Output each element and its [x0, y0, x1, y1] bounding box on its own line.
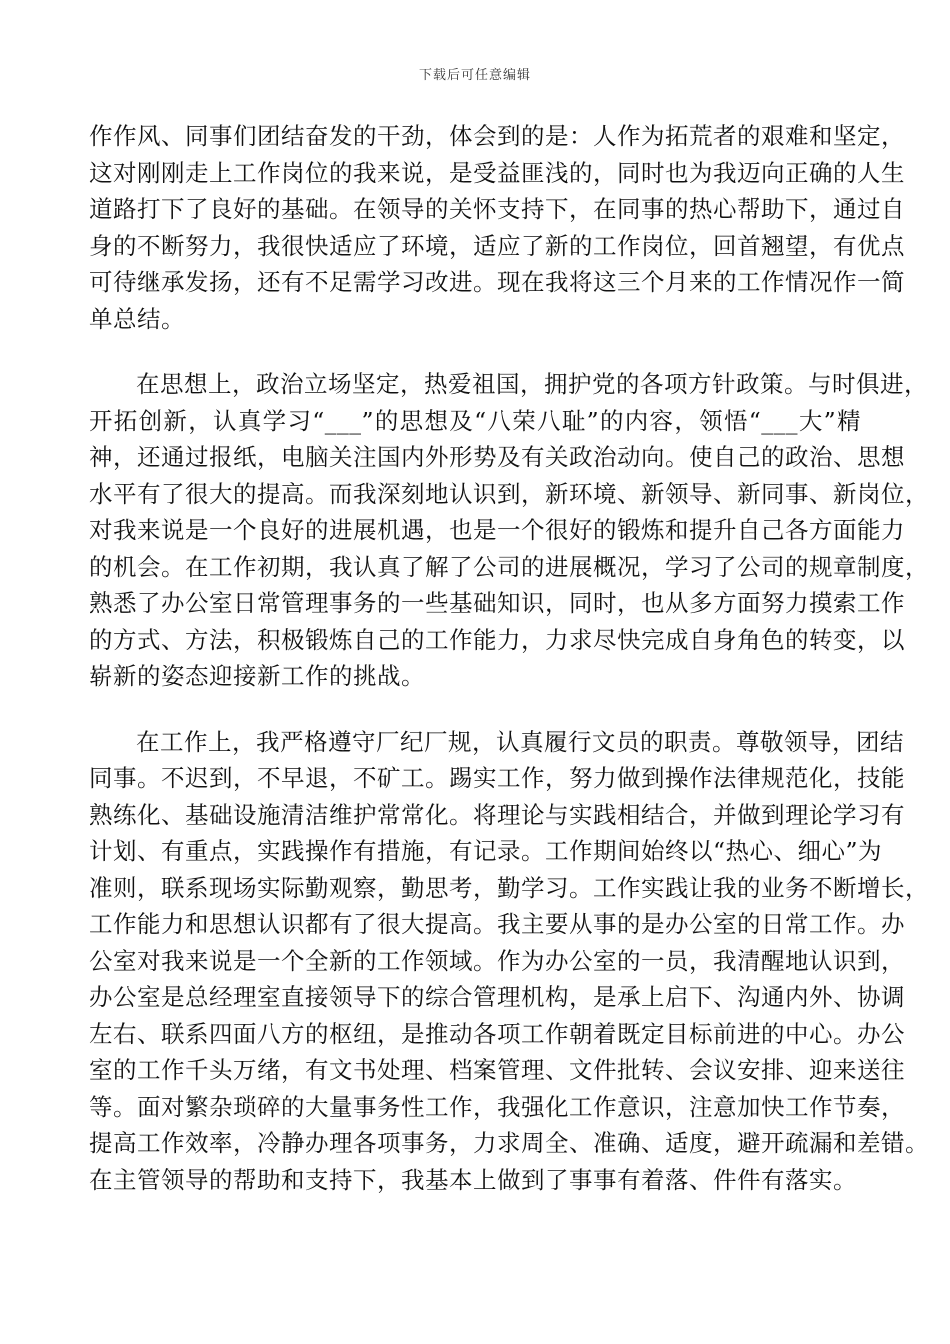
- text-line: 单总结。: [89, 304, 185, 333]
- text-line: 熟练化、基础设施清洁维护常常化。将理论与实践相结合，并做到理论学习有: [89, 800, 905, 829]
- text-line: 室的工作千头万绪，有文书处理、档案管理、文件批转、会议安排、迎来送往: [89, 1056, 905, 1084]
- paragraph-1: [89, 118, 905, 337]
- text-line: 工作能力和思想认识都有了很大提高。我主要从事的是办公室的日常工作。办: [89, 910, 905, 938]
- text-line: 办公室是总经理室直接领导下的综合管理机构，是承上启下、沟通内外、协调: [89, 983, 905, 1011]
- paragraph-3: [89, 724, 929, 1199]
- text-line: 这对刚刚走上工作岗位的我来说，是受益匪浅的，同时也为我迈向正确的人生: [89, 158, 905, 187]
- text-line: 同事。不迟到，不早退，不矿工。踢实工作，努力做到操作法律规范化，技能: [89, 764, 905, 792]
- text-line: 身的不断努力，我很快适应了环境，适应了新的工作岗位，回首翘望，有优点: [89, 231, 905, 260]
- text-line: 公室对我来说是一个全新的工作领域。作为办公室的一员，我清醒地认识到，: [89, 946, 905, 975]
- page-header: 下载后可任意编辑: [418, 68, 531, 83]
- text-line: 水平有了很大的提高。而我深刻地认识到，新环境、新领导、新同事、新岗位，: [89, 479, 929, 508]
- text-line: 在主管领导的帮助和支持下，我基本上做到了事事有着落、件件有落实。: [89, 1165, 857, 1194]
- text-line: 神，还通过报纸，电脑关注国内外形势及有关政治动向。使自己的政治、思想: [89, 443, 905, 471]
- text-line: 可待继承发扬，还有不足需学习改进。现在我将这三个月来的工作情况作一简: [89, 268, 905, 296]
- text-line: 左右、联系四面八方的枢纽，是推动各项工作朝着既定目标前进的中心。办公: [89, 1019, 905, 1048]
- text-line: 对我来说是一个良好的进展机遇，也是一个很好的锻炼和提升自己各方面能力: [89, 516, 905, 544]
- text-line: 的方式、方法，积极锻炼自己的工作能力，力求尽快完成自身角色的转变，以: [89, 625, 905, 654]
- text-line: 计划、有重点，实践操作有措施，有记录。工作期间始终以“热心、细心”为: [89, 837, 883, 865]
- text-line: 崭新的姿态迎接新工作的挑战。: [89, 662, 425, 690]
- document-body: [89, 118, 929, 1198]
- text-line: 等。面对繁杂琐碎的大量事务性工作，我强化工作意识，注意加快工作节奏，: [89, 1092, 905, 1121]
- text-line: 提高工作效率，冷静办理各项事务，力求周全、准确、适度，避开疏漏和差错。: [89, 1129, 929, 1157]
- text-line: 道路打下了良好的基础。在领导的关怀支持下，在同事的热心帮助下，通过自: [89, 195, 905, 223]
- text-line: 在工作上，我严格遵守厂纪厂规，认真履行文员的职责。尊敬领导，团结: [136, 727, 904, 756]
- text-line: 准则，联系现场实际勤观察，勤思考，勤学习。工作实践让我的业务不断增长，: [89, 873, 929, 902]
- text-line: 熟悉了办公室日常管理事务的一些基础知识，同时，也从多方面努力摸索工作: [89, 589, 905, 617]
- text-line: 作作风、同事们团结奋发的干劲，体会到的是：人作为拓荒者的艰难和坚定，: [89, 122, 905, 150]
- paragraph-2: [89, 366, 929, 695]
- text-line: 的机会。在工作初期，我认真了解了公司的进展概况，学习了公司的规章制度，: [89, 552, 929, 581]
- text-line: 在思想上，政治立场坚定，热爱祖国，拥护党的各项方针政策。与时俱进，: [136, 370, 928, 398]
- text-line: 开拓创新，认真学习“___”的思想及“八荣八耻”的内容，领悟“___大”精: [89, 406, 861, 435]
